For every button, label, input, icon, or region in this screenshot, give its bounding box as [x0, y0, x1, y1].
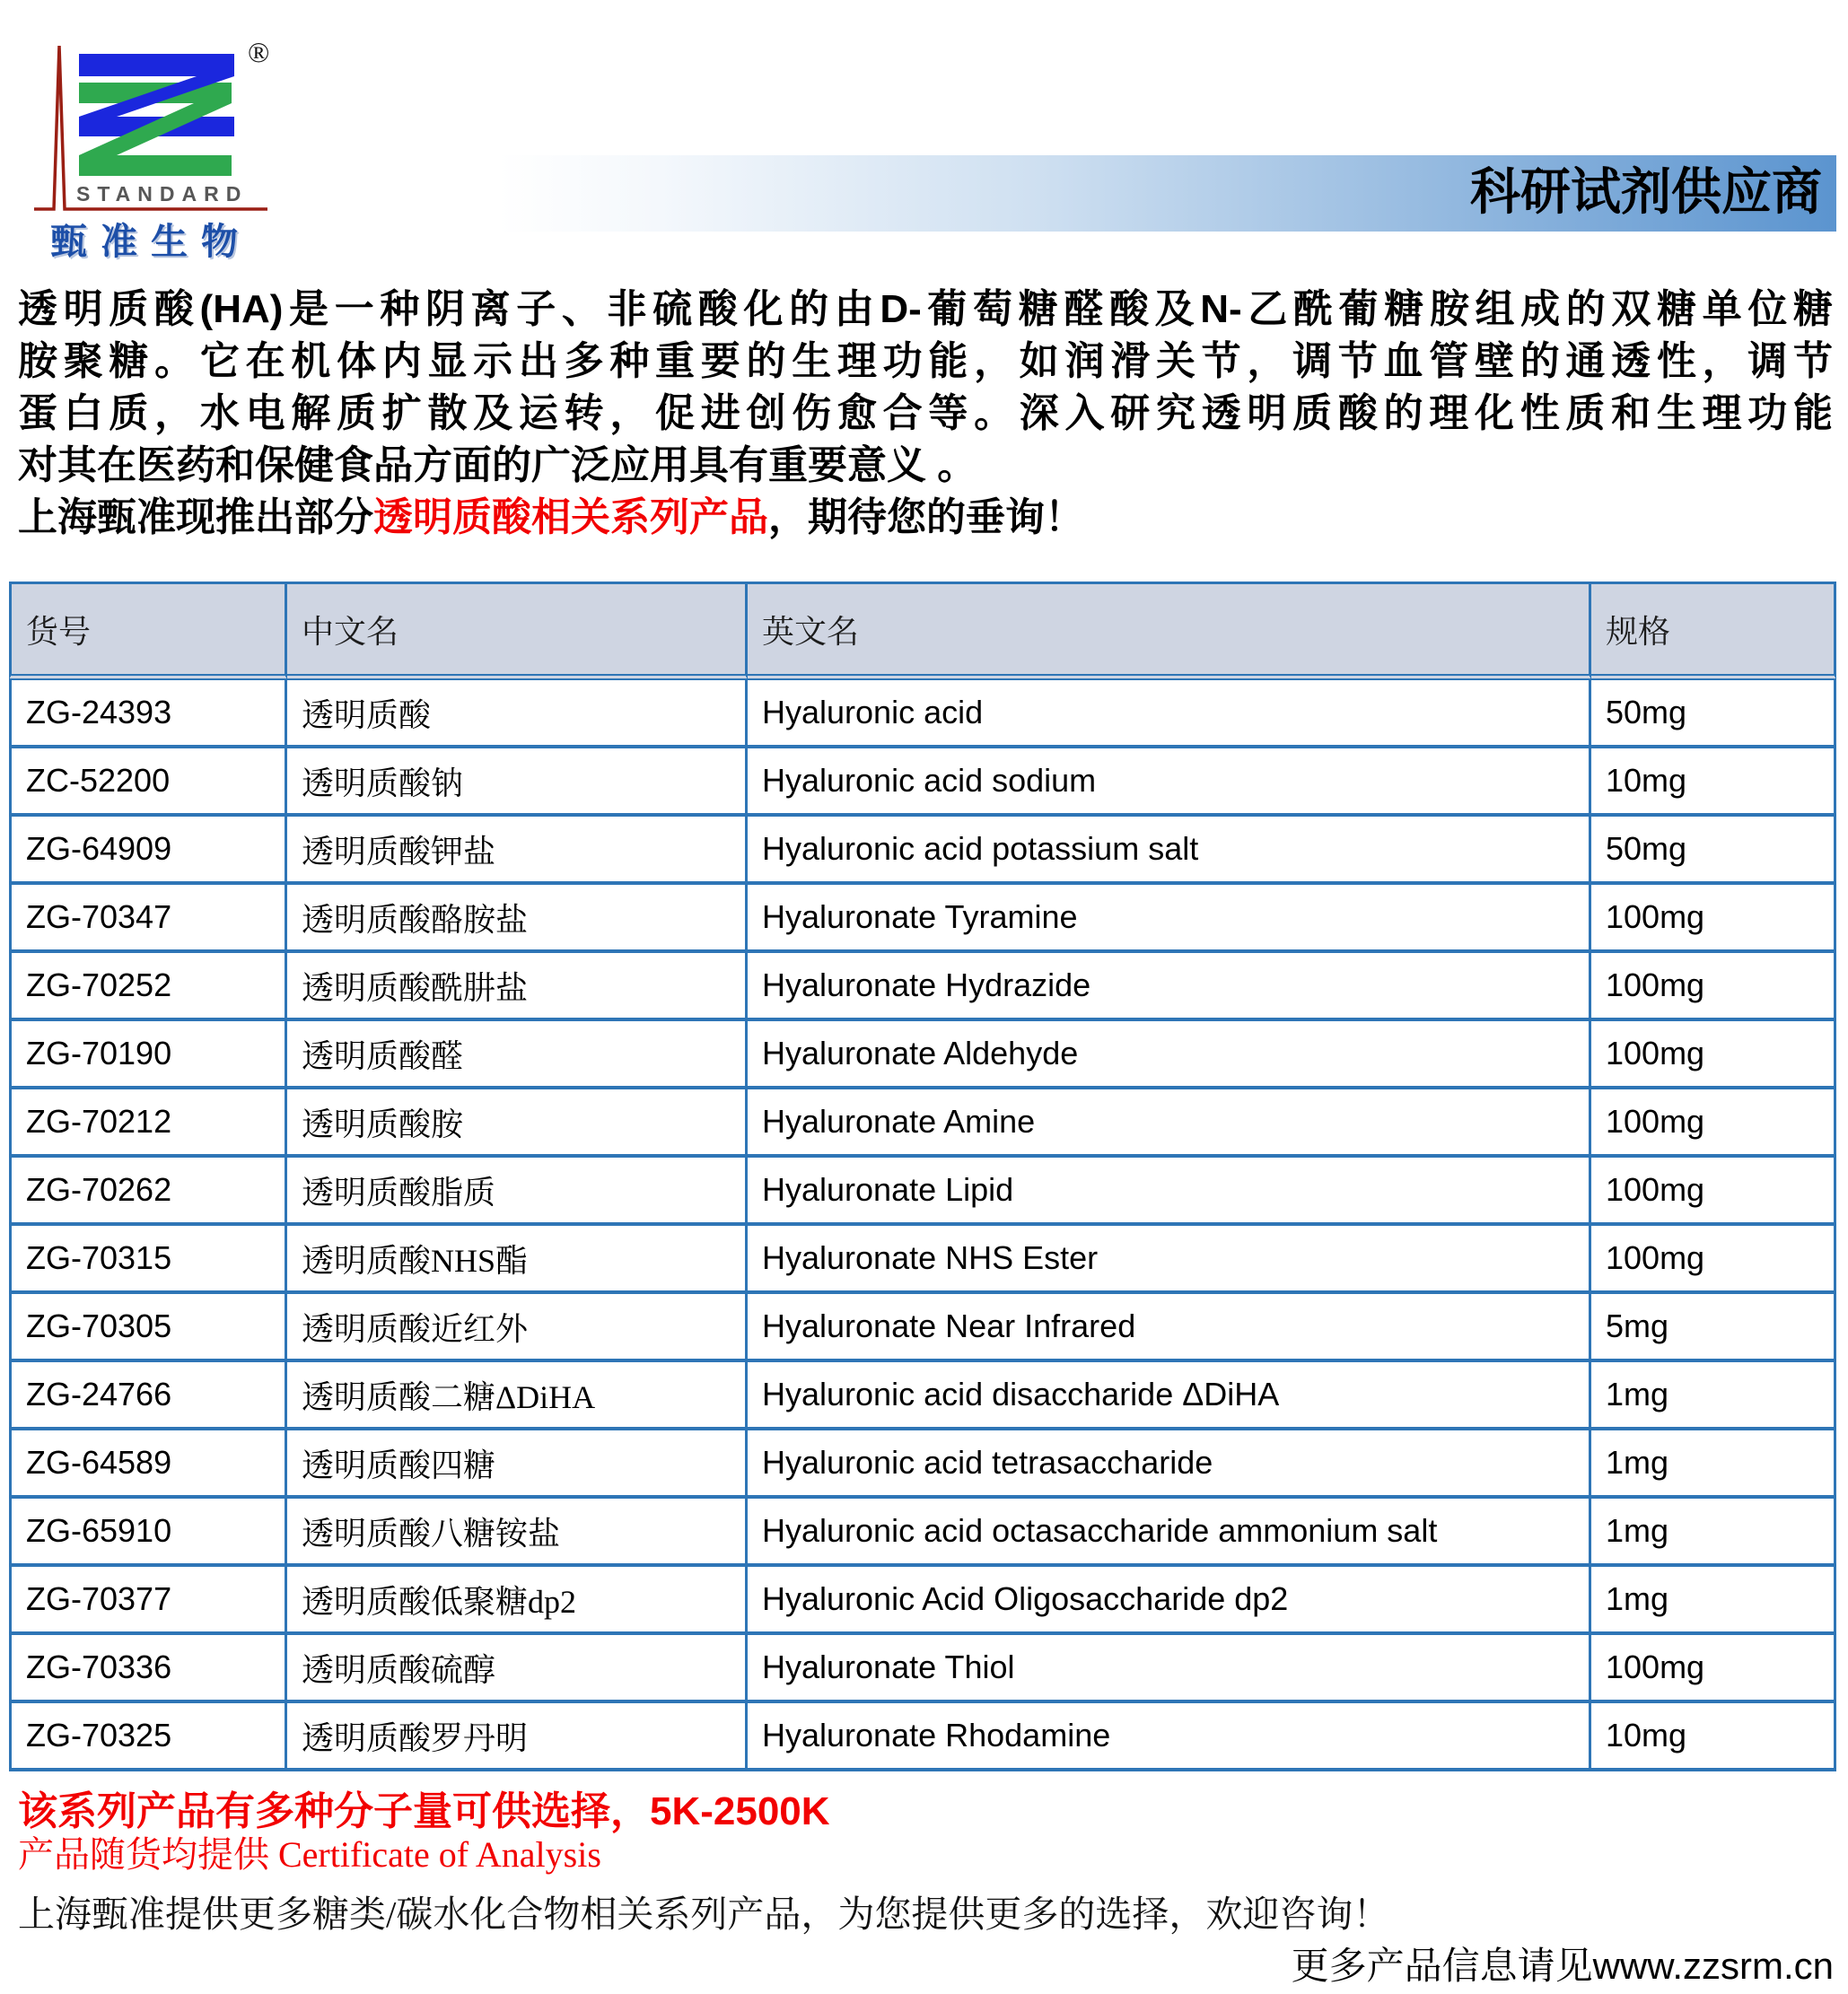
cell-catalog-number: ZG-70377	[9, 1567, 287, 1635]
table-row	[9, 953, 1836, 1021]
logo-standard-text: STANDARD	[76, 182, 249, 206]
cell-catalog-number: ZG-65910	[9, 1499, 287, 1567]
website-url: www.zzsrm.cn	[1592, 1945, 1834, 1987]
cell-spec: 50mg	[1591, 817, 1836, 885]
cell-english-name: Hyaluronate Amine	[748, 1089, 1591, 1158]
cell-spec: 10mg	[1591, 748, 1836, 817]
table-row	[9, 885, 1836, 953]
cell-english-name: Hyaluronic acid sodium	[748, 748, 1591, 817]
table-row	[9, 1089, 1836, 1158]
cell-chinese-name: 透明质酸低聚糖dp2	[287, 1567, 748, 1635]
cell-catalog-number: ZC-52200	[9, 748, 287, 817]
cell-spec: 1mg	[1591, 1362, 1836, 1430]
cell-chinese-name: 透明质酸胺	[287, 1089, 748, 1158]
cell-spec: 100mg	[1591, 1089, 1836, 1158]
cell-spec: 100mg	[1591, 1021, 1836, 1089]
cell-catalog-number: ZG-70262	[9, 1158, 287, 1226]
cell-english-name: Hyaluronic Acid Oligosaccharide dp2	[748, 1567, 1591, 1635]
table-row	[9, 817, 1836, 885]
cell-english-name: Hyaluronic acid tetrasaccharide	[748, 1430, 1591, 1499]
footer-website-line	[1292, 1937, 1834, 1990]
cell-chinese-name: 透明质酸钾盐	[287, 817, 748, 885]
supplier-banner	[498, 155, 1836, 232]
cell-chinese-name: 透明质酸钠	[287, 748, 748, 817]
promo-highlight: 透明质酸相关系列产品	[373, 495, 768, 539]
cell-catalog-number: ZG-70325	[9, 1703, 287, 1771]
cell-spec: 1mg	[1591, 1567, 1836, 1635]
cell-catalog-number: ZG-24393	[9, 680, 287, 748]
banner-text: 科研试剂供应商	[1470, 165, 1822, 221]
cell-catalog-number: ZG-70315	[9, 1226, 287, 1294]
table-row	[9, 748, 1836, 817]
cell-english-name: Hyaluronate Thiol	[748, 1635, 1591, 1703]
cell-catalog-number: ZG-64589	[9, 1430, 287, 1499]
cell-catalog-number: ZG-70190	[9, 1021, 287, 1089]
cell-catalog-number: ZG-64909	[9, 817, 287, 885]
promo-prefix: 上海甄准现推出部分	[18, 495, 373, 539]
intro-line-3: 蛋白质，水电解质扩散及运转，促进创伤愈合等。深入研究透明质酸的理化性质和生理功能	[18, 391, 1833, 435]
cell-chinese-name: 透明质酸硫醇	[287, 1635, 748, 1703]
cell-english-name: Hyaluronate Rhodamine	[748, 1703, 1591, 1771]
header-cell-spec: 规格	[1591, 582, 1836, 680]
table-row	[9, 1294, 1836, 1362]
cell-spec: 100mg	[1591, 1635, 1836, 1703]
footer-coa-note: 产品随货均提供 Certificate of Analysis	[18, 1834, 601, 1875]
header-cell-english-name: 英文名	[748, 582, 1591, 680]
cell-spec: 100mg	[1591, 953, 1836, 1021]
registered-trademark-icon: ®	[248, 36, 270, 68]
cell-catalog-number: ZG-70252	[9, 953, 287, 1021]
cell-spec: 100mg	[1591, 1226, 1836, 1294]
intro-line-1: 透明质酸(HA)是一种阴离子、非硫酸化的由D-葡萄糖醛酸及N-乙酰葡糖胺组成的双糖单位糖	[18, 287, 1833, 331]
cell-catalog-number: ZG-70305	[9, 1294, 287, 1362]
cell-spec: 1mg	[1591, 1430, 1836, 1499]
cell-chinese-name: 透明质酸NHS酯	[287, 1226, 748, 1294]
cell-chinese-name: 透明质酸八糖铵盐	[287, 1499, 748, 1567]
table-row	[9, 1226, 1836, 1294]
cell-english-name: Hyaluronic acid disaccharide ΔDiHA	[748, 1362, 1591, 1430]
cell-chinese-name: 透明质酸醛	[287, 1021, 748, 1089]
promo-suffix: ，期待您的垂询！	[768, 495, 1084, 539]
cell-english-name: Hyaluronate Aldehyde	[748, 1021, 1591, 1089]
cell-chinese-name: 透明质酸酰肼盐	[287, 953, 748, 1021]
table-row	[9, 1021, 1836, 1089]
table-row	[9, 680, 1836, 748]
cell-chinese-name: 透明质酸	[287, 680, 748, 748]
double-z-icon	[79, 54, 234, 176]
cell-spec: 5mg	[1591, 1294, 1836, 1362]
header-cell-chinese-name: 中文名	[287, 582, 748, 680]
footer-more-products-line: 上海甄准提供更多糖类/碳水化合物相关系列产品，为您提供更多的选择，欢迎咨询！	[18, 1893, 1390, 1935]
cell-english-name: Hyaluronate NHS Ester	[748, 1226, 1591, 1294]
cell-english-name: Hyaluronate Hydrazide	[748, 953, 1591, 1021]
footer-molecular-weight-note: 该系列产品有多种分子量可供选择，5K-2500K	[18, 1789, 830, 1833]
table-row	[9, 1567, 1836, 1635]
intro-line-2: 胺聚糖。它在机体内显示出多种重要的生理功能，如润滑关节，调节血管壁的通透性，调节	[18, 339, 1833, 383]
cell-catalog-number: ZG-70347	[9, 885, 287, 953]
cell-chinese-name: 透明质酸四糖	[287, 1430, 748, 1499]
cell-english-name: Hyaluronic acid	[748, 680, 1591, 748]
cell-chinese-name: 透明质酸罗丹明	[287, 1703, 748, 1771]
cell-spec: 50mg	[1591, 680, 1836, 748]
cell-english-name: Hyaluronic acid octasaccharide ammonium salt	[748, 1499, 1591, 1567]
cell-chinese-name: 透明质酸近红外	[287, 1294, 748, 1362]
cell-spec: 1mg	[1591, 1499, 1836, 1567]
table-row	[9, 1158, 1836, 1226]
cell-spec: 100mg	[1591, 1158, 1836, 1226]
product-table-body	[9, 680, 1836, 1771]
cell-chinese-name: 透明质酸脂质	[287, 1158, 748, 1226]
table-header-row	[9, 582, 1836, 680]
cell-chinese-name: 透明质酸酪胺盐	[287, 885, 748, 953]
promo-line	[18, 492, 1833, 544]
cell-english-name: Hyaluronate Lipid	[748, 1158, 1591, 1226]
header-cell-catalog: 货号	[9, 582, 287, 680]
cell-catalog-number: ZG-70212	[9, 1089, 287, 1158]
cell-english-name: Hyaluronate Near Infrared	[748, 1294, 1591, 1362]
intro-paragraph	[18, 284, 1833, 544]
table-row	[9, 1362, 1836, 1430]
cell-english-name: Hyaluronate Tyramine	[748, 885, 1591, 953]
cell-catalog-number: ZG-70336	[9, 1635, 287, 1703]
company-name-cn: 甄准生物	[50, 221, 251, 262]
product-table	[9, 582, 1836, 1771]
cell-spec: 10mg	[1591, 1703, 1836, 1771]
cell-chinese-name: 透明质酸二糖ΔDiHA	[287, 1362, 748, 1430]
cell-catalog-number: ZG-24766	[9, 1362, 287, 1430]
table-row	[9, 1703, 1836, 1771]
website-prefix: 更多产品信息请见	[1291, 1946, 1593, 1988]
table-row	[9, 1635, 1836, 1703]
table-row	[9, 1499, 1836, 1567]
cell-english-name: Hyaluronic acid potassium salt	[748, 817, 1591, 885]
table-row	[9, 1430, 1836, 1499]
intro-line-4: 对其在医药和保健食品方面的广泛应用具有重要意义 。	[18, 443, 977, 487]
cell-spec: 100mg	[1591, 885, 1836, 953]
logo-area	[27, 27, 296, 292]
